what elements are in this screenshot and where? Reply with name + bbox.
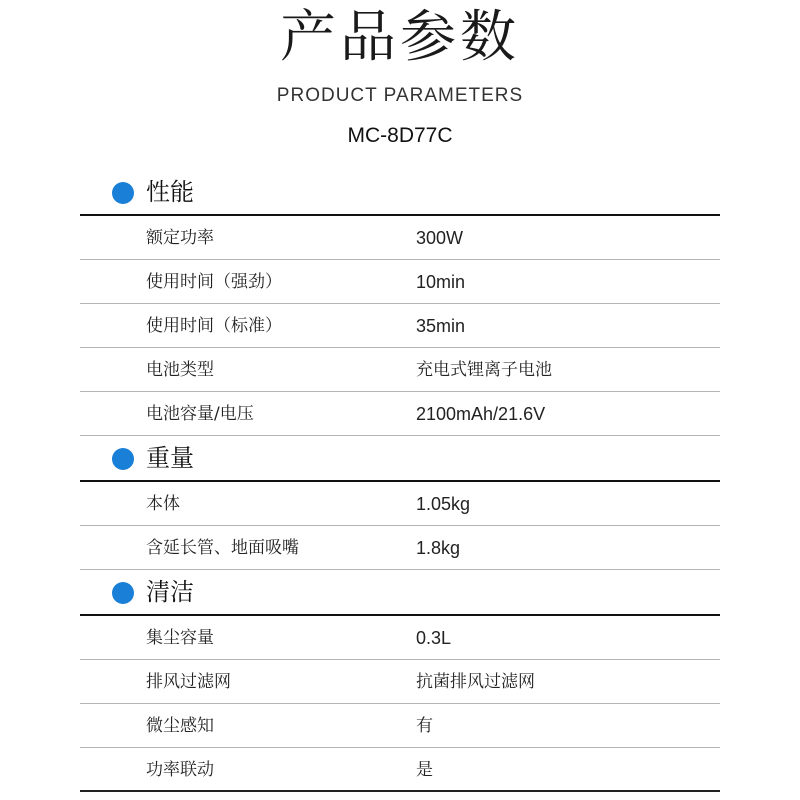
section-header-cleaning — [80, 570, 720, 616]
row-value: 0.3L — [416, 628, 452, 648]
table-row — [80, 216, 720, 260]
table-row — [80, 748, 720, 792]
section-bullet-icon — [112, 182, 134, 204]
table-row — [80, 704, 720, 748]
row-label: 功率联动 — [146, 760, 214, 780]
table-row — [80, 304, 720, 348]
section-header-performance — [80, 170, 720, 216]
row-label: 使用时间（标准） — [146, 316, 282, 336]
row-value: 有 — [416, 716, 433, 736]
table-row — [80, 260, 720, 304]
model-number: MC-8D77C — [347, 124, 453, 147]
row-label: 集尘容量 — [146, 628, 214, 648]
table-row — [80, 348, 720, 392]
row-label: 使用时间（强劲） — [146, 272, 282, 292]
row-label: 含延长管、地面吸嘴 — [146, 538, 299, 558]
row-value: 300W — [416, 228, 464, 248]
row-label: 电池类型 — [146, 360, 214, 380]
row-label: 本体 — [146, 494, 180, 514]
row-value: 1.8kg — [416, 538, 461, 558]
row-value: 10min — [416, 272, 466, 292]
row-label: 微尘感知 — [146, 716, 214, 736]
row-value: 35min — [416, 316, 466, 336]
table-row — [80, 660, 720, 704]
page-title: 产品参数 — [280, 5, 520, 70]
row-value: 抗菌排风过滤网 — [416, 672, 535, 692]
row-value: 2100mAh/21.6V — [416, 404, 546, 424]
row-value: 1.05kg — [416, 494, 471, 514]
row-value: 是 — [416, 760, 433, 780]
row-label: 电池容量/电压 — [146, 404, 254, 424]
section-title: 清洁 — [146, 578, 194, 606]
table-row — [80, 392, 720, 436]
section-title: 性能 — [146, 178, 194, 206]
row-label: 排风过滤网 — [146, 672, 231, 692]
page-subtitle: PRODUCT PARAMETERS — [276, 85, 524, 106]
section-title: 重量 — [146, 444, 194, 472]
row-value: 充电式锂离子电池 — [416, 360, 552, 380]
table-row — [80, 526, 720, 570]
section-bullet-icon — [112, 448, 134, 470]
section-bullet-icon — [112, 582, 134, 604]
parameters-table — [80, 170, 720, 792]
table-row — [80, 616, 720, 660]
row-label: 额定功率 — [146, 228, 214, 248]
table-row — [80, 482, 720, 526]
section-header-weight — [80, 436, 720, 482]
